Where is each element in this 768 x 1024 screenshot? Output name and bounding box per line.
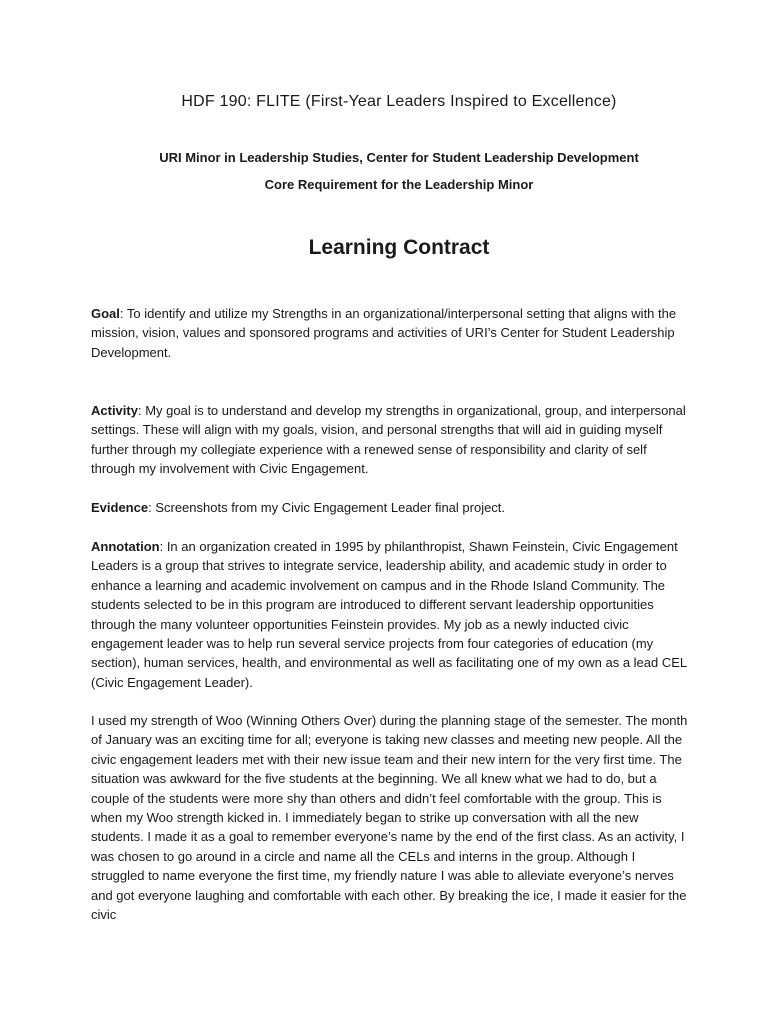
evidence-label: Evidence <box>91 500 149 515</box>
program-subtitle: URI Minor in Leadership Studies, Center for Student Leadership Development <box>159 150 639 165</box>
annotation-text: : In an organization created in 1995 by philanthropist, Shawn Feinstein, Civic Engagement Leaders is a group that strives to integrate service, leadership ability, and academic study in order to enhance a learning and academic involvement on campus and in the Rhode Island Community. The students selected to be in this program are introduced to different servant leadership opportunities through the many volunteer opportunities Feinstein provides. My job as a newly inducted civic engagement leader was to help run several service projects from four categories of education (my section), human services, health, and environmental as well as facilitating one of my own as a lead CEL (Civic Engagement Leader). <box>91 539 687 690</box>
goal-text: : To identify and utilize my Strengths in an organizational/interpersonal setting that aligns with the mission, vision, values and sponsored programs and activities of URI’s Center for Student Leadership Development. <box>91 306 677 360</box>
annotation-paragraph <box>91 537 691 692</box>
goal-label: Goal <box>91 306 120 321</box>
evidence-paragraph <box>91 498 691 517</box>
body-paragraph: I used my strength of Woo (Winning Others Over) during the planning stage of the semester. The month of January was an exciting time for all; everyone is taking new classes and meeting new people. All the civic engagement leaders met with their new issue team and their new intern for the very first time. The situation was awkward for the five students at the beginning. We all knew what we had to do, but a couple of the students were more shy than others and didn’t feel comfortable with the group. This is when my Woo strength kicked in. I immediately began to strike up conversation with all the new students. I made it as a goal to remember everyone’s name by the end of the first class. As an activity, I was chosen to go around in a circle and name all the CELs and interns in the group. Although I struggled to name everyone the first time, my friendly nature I was able to alleviate everyone’s nerves and got everyone laughing and comfortable with each other. By breaking the ice, I made it easier for the civic <box>91 713 688 923</box>
activity-label: Activity <box>91 403 138 418</box>
activity-paragraph <box>91 401 691 479</box>
document-title: Learning Contract <box>308 236 490 259</box>
evidence-text: : Screenshots from my Civic Engagement Leader final project. <box>148 500 506 515</box>
activity-text: : My goal is to understand and develop my strengths in organizational, group, and interpersonal settings. These will align with my goals, vision, and personal strengths that will aid in guiding myself further through my collegiate experience with a renewed sense of responsibility and clarity of self through my involvement with Civic Engagement. <box>91 403 686 477</box>
annotation-label: Annotation <box>91 539 160 554</box>
goal-paragraph <box>91 304 691 362</box>
requirement-subtitle: Core Requirement for the Leadership Minor <box>264 177 534 192</box>
course-title: HDF 190: FLITE (First-Year Leaders Inspired to Excellence) <box>181 93 617 110</box>
